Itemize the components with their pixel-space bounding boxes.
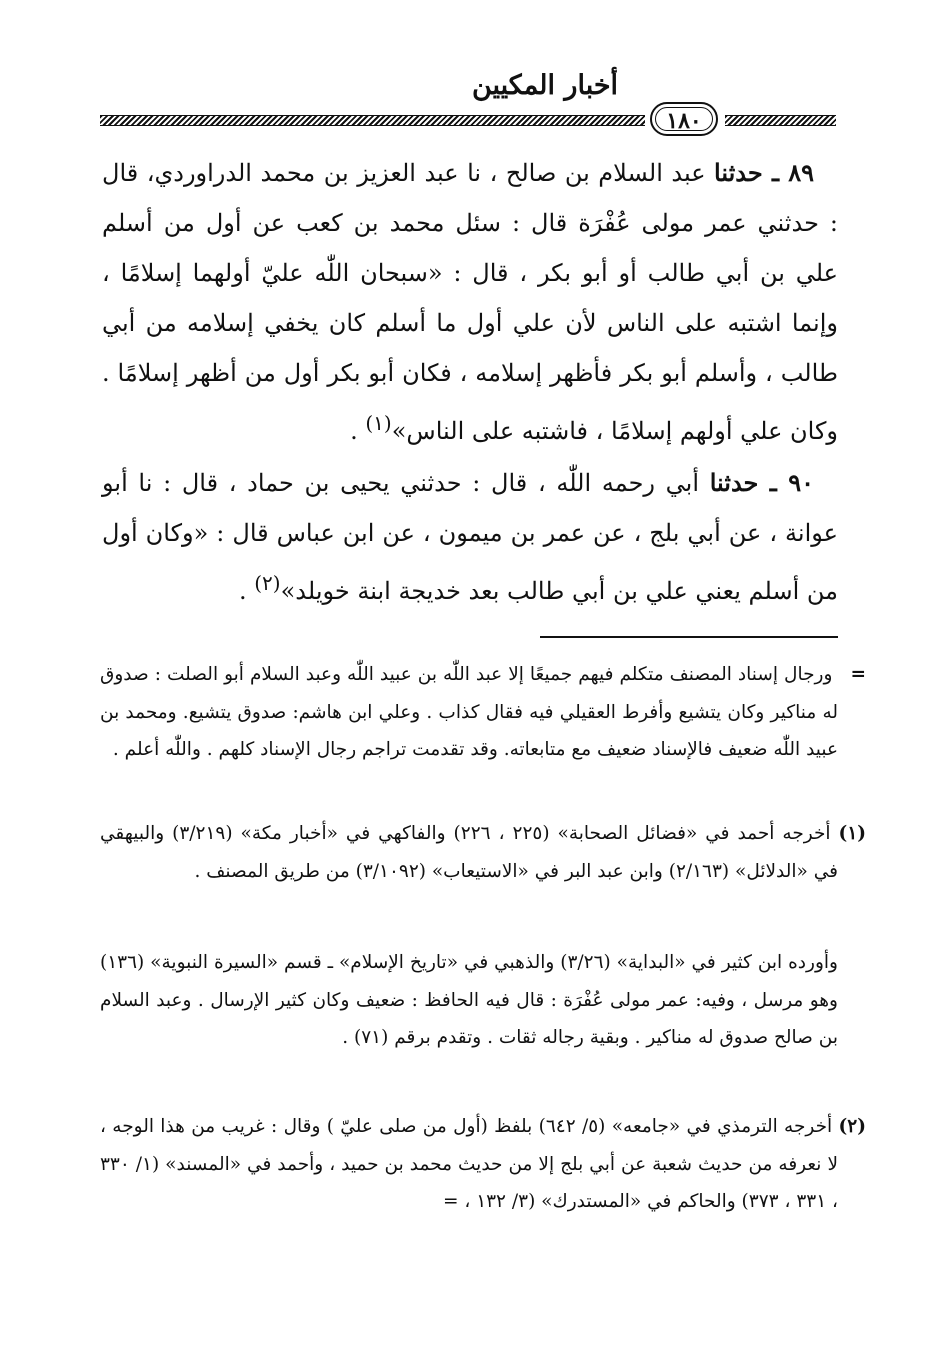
continuation-mark: =	[850, 664, 866, 685]
page-number: ١٨٠	[650, 102, 718, 136]
hadith-89-number: ٨٩ ـ حدثنا	[714, 158, 814, 187]
header-rule-left	[100, 115, 645, 126]
hadith-89-end: .	[350, 417, 366, 445]
hadith-90-number: ٩٠ ـ حدثنا	[709, 468, 814, 497]
footnote-1	[100, 815, 866, 890]
hadith-90-text: أبي رحمه اللّٰه ، قال : حدثني يحيى بن حماد ، قال : نا أبو عوانة ، عن أبي بلج ، عن عمر بن ميمون ، عن ابن عباس قال : «وكان أول من أسلم يعني علي بن أبي طالب بعد خديجة ابنة خويلد»	[102, 469, 838, 605]
footnote-ref-2[interactable]: (٢)	[254, 571, 281, 595]
footnote-1-text: أخرجه أحمد في «فضائل الصحابة» (٢٢٥ ، ٢٢٦) والفاكهي في «أخبار مكة» (٣/٢١٩) والبيهقي في «الدلائل» (٢/١٦٣) وابن عبد البر في «الاستيعاب» (٣/١٠٩٢) من طريق المصنف .	[100, 823, 838, 882]
hadith-90	[102, 458, 838, 616]
hadith-89	[102, 148, 838, 456]
footnote-continuation	[100, 656, 866, 769]
running-header-title: أخبار المكيين	[471, 70, 619, 101]
footnote-1-continued: وأورده ابن كثير في «البداية» (٣/٢٦) والذهبي في «تاريخ الإسلام» ـ قسم «السيرة النبوية» (١٣٦) وهو مرسل ، وفيه: عمر مولى عُفْرَة : قال فيه الحافظ : ضعيف وكان كثير الإرسال . وعبد السلام بن صالح صدوق له مناكير . وبقية رجاله ثقات . وتقدم برقم (٧١) .	[100, 952, 838, 1048]
hadith-89-text: عبد السلام بن صالح ، نا عبد العزيز بن محمد الدراوردي، قال : حدثني عمر مولى عُفْرَة قال : سئل محمد بن كعب عن أول من أسلم علي بن أبي طالب أو أبو بكر ، قال : «سبحان اللّٰه عليّ أولهما إسلامًا ، وإنما اشتبه على الناس لأن علي أول ما أسلم كان يخفي إسلامه من أبي طالب ، وأسلم أبو بكر فأظهر إسلامه ، فكان أبو بكر أول من أظهر إسلامًا . وكان علي أولهم إسلامًا ، فاشتبه على الناس»	[102, 159, 839, 445]
footnote-2-mark: (٢)	[838, 1116, 866, 1137]
footnote-2-text: أخرجه الترمذي في «جامعه» (٥/ ٦٤٢) بلفظ (أول من صلى عليّ ) وقال : غريب من هذا الوجه ، لا نعرفه من حديث شعبة عن أبي بلج إلا من حديث محمد بن حميد ، وأحمد في «المسند» (١/ ٣٣٠ ، ٣٣١ ، ٣٧٣) والحاكم في «المستدرك» (٣/ ١٣٢ ، =	[100, 1116, 838, 1212]
footnote-separator	[540, 636, 838, 638]
header-rule-right	[725, 115, 836, 126]
footnote-ref-1[interactable]: (١)	[365, 411, 392, 435]
continuation-text: ورجال إسناد المصنف متكلم فيهم جميعًا إلا عبد اللّٰه بن عبيد اللّٰه وعبد السلام أبو الصلت : صدوق له مناكير وكان يتشيع وأفرط العقيلي فيه فقال كذاب . وعلي ابن هاشم: صدوق يتشيع. ومحمد بن عبيد اللّٰه ضعيف فالإسناد ضعيف مع متابعاته. وقد تقدمت تراجم رجال الإسناد كلهم . واللّٰه أعلم .	[100, 664, 838, 760]
footnote-1-mark: (١)	[838, 823, 867, 844]
footnote-2	[100, 1108, 866, 1221]
hadith-90-end: .	[238, 577, 255, 605]
